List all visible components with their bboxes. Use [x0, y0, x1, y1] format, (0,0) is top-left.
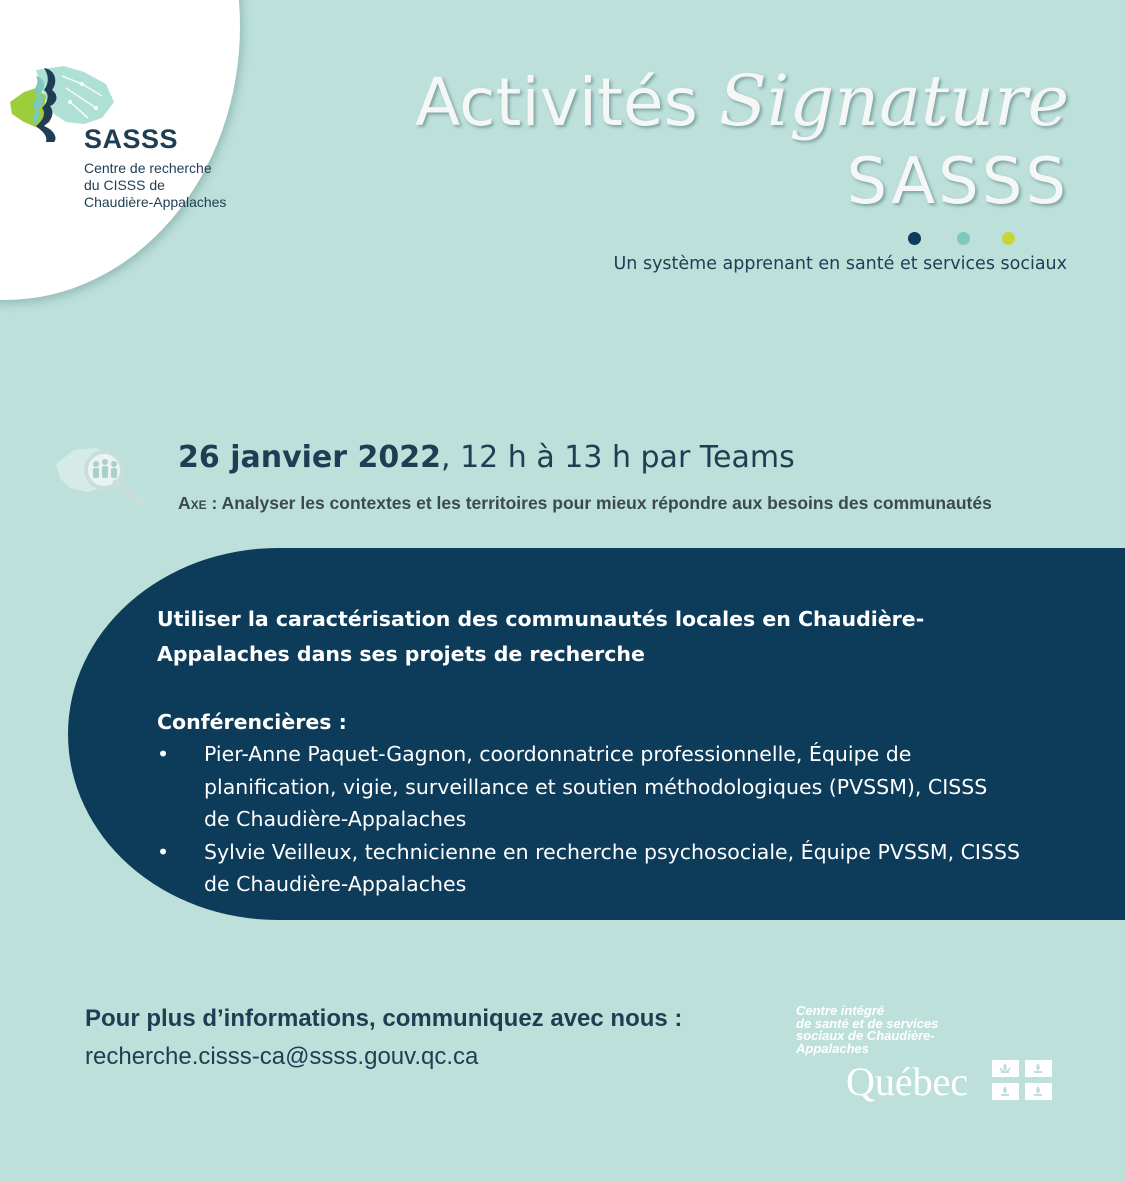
dot-navy: [908, 232, 921, 245]
speaker-line: de Chaudière-Appalaches: [204, 872, 467, 896]
presentation-title: [157, 602, 1087, 672]
cisss-line: Appalaches: [796, 1040, 869, 1056]
presentation-title-line: Appalaches dans ses projets de recherche: [157, 642, 645, 666]
event-date: 26 janvier 2022: [178, 440, 441, 475]
axe-label: Axe: [178, 493, 207, 513]
accent-dots: [908, 232, 1018, 246]
title-word-activites: Activités: [415, 64, 698, 141]
contact-email[interactable]: recherche.cisss-ca@ssss.gouv.qc.ca: [85, 1043, 479, 1070]
dot-teal: [957, 232, 970, 245]
event-time: , 12 h à 13 h par Teams: [441, 440, 795, 475]
logo-subtitle-line: Chaudière-Appalaches: [84, 194, 227, 210]
cisss-logo-text: [796, 1005, 996, 1055]
logo-subtitle-line: Centre de recherche: [84, 160, 212, 176]
bullet: •: [157, 742, 170, 766]
speakers-heading: Conférencières :: [157, 710, 347, 734]
list-item: [157, 836, 1087, 901]
speaker-line: de Chaudière-Appalaches: [204, 807, 467, 831]
cisss-line: sociaux de Chaudière-: [796, 1028, 935, 1043]
logo-subtitle: [84, 160, 226, 211]
cisss-line: de santé et de services: [796, 1015, 939, 1031]
quebec-flag-fleur-de-lis-icon: [992, 1060, 1052, 1100]
speakers-list: [157, 738, 1087, 901]
dot-lime: [1002, 232, 1015, 245]
speaker-line: Pier-Anne Paquet-Gagnon, coordonnatrice professionnelle, Équipe de: [204, 742, 912, 766]
page-title-sasss: SASSS: [846, 145, 1069, 219]
title-word-signature: Signature: [718, 60, 1069, 142]
speaker-line: Sylvie Veilleux, technicienne en recherche psychosociale, Équipe PVSSM, CISSS: [204, 839, 1020, 864]
logo-subtitle-line: du CISSS de: [84, 177, 165, 193]
presentation-title-line: Utiliser la caractérisation des communautés locales en Chaudière-: [157, 607, 925, 631]
event-axe: [178, 493, 992, 514]
bullet: •: [157, 839, 170, 864]
presentation-content: [157, 602, 1087, 901]
quebec-wordmark: Québec: [846, 1059, 969, 1104]
event-date-time: [178, 440, 795, 475]
list-item: [157, 738, 1087, 836]
page-title: [415, 60, 1069, 142]
cisss-line: Centre intégré: [796, 1003, 885, 1018]
tagline: Un système apprenant en santé et services sociaux: [613, 254, 1067, 274]
axe-text: : Analyser les contextes et les territoires pour mieux répondre aux besoins des communautés: [206, 493, 992, 513]
logo-name: SASSS: [84, 124, 179, 154]
speaker-line: planification, vigie, surveillance et soutien méthodologiques (PVSSM), CISSS: [204, 774, 988, 799]
search-people-icon: [52, 440, 152, 510]
contact-heading: Pour plus d’informations, communiquez avec nous :: [85, 1005, 683, 1032]
